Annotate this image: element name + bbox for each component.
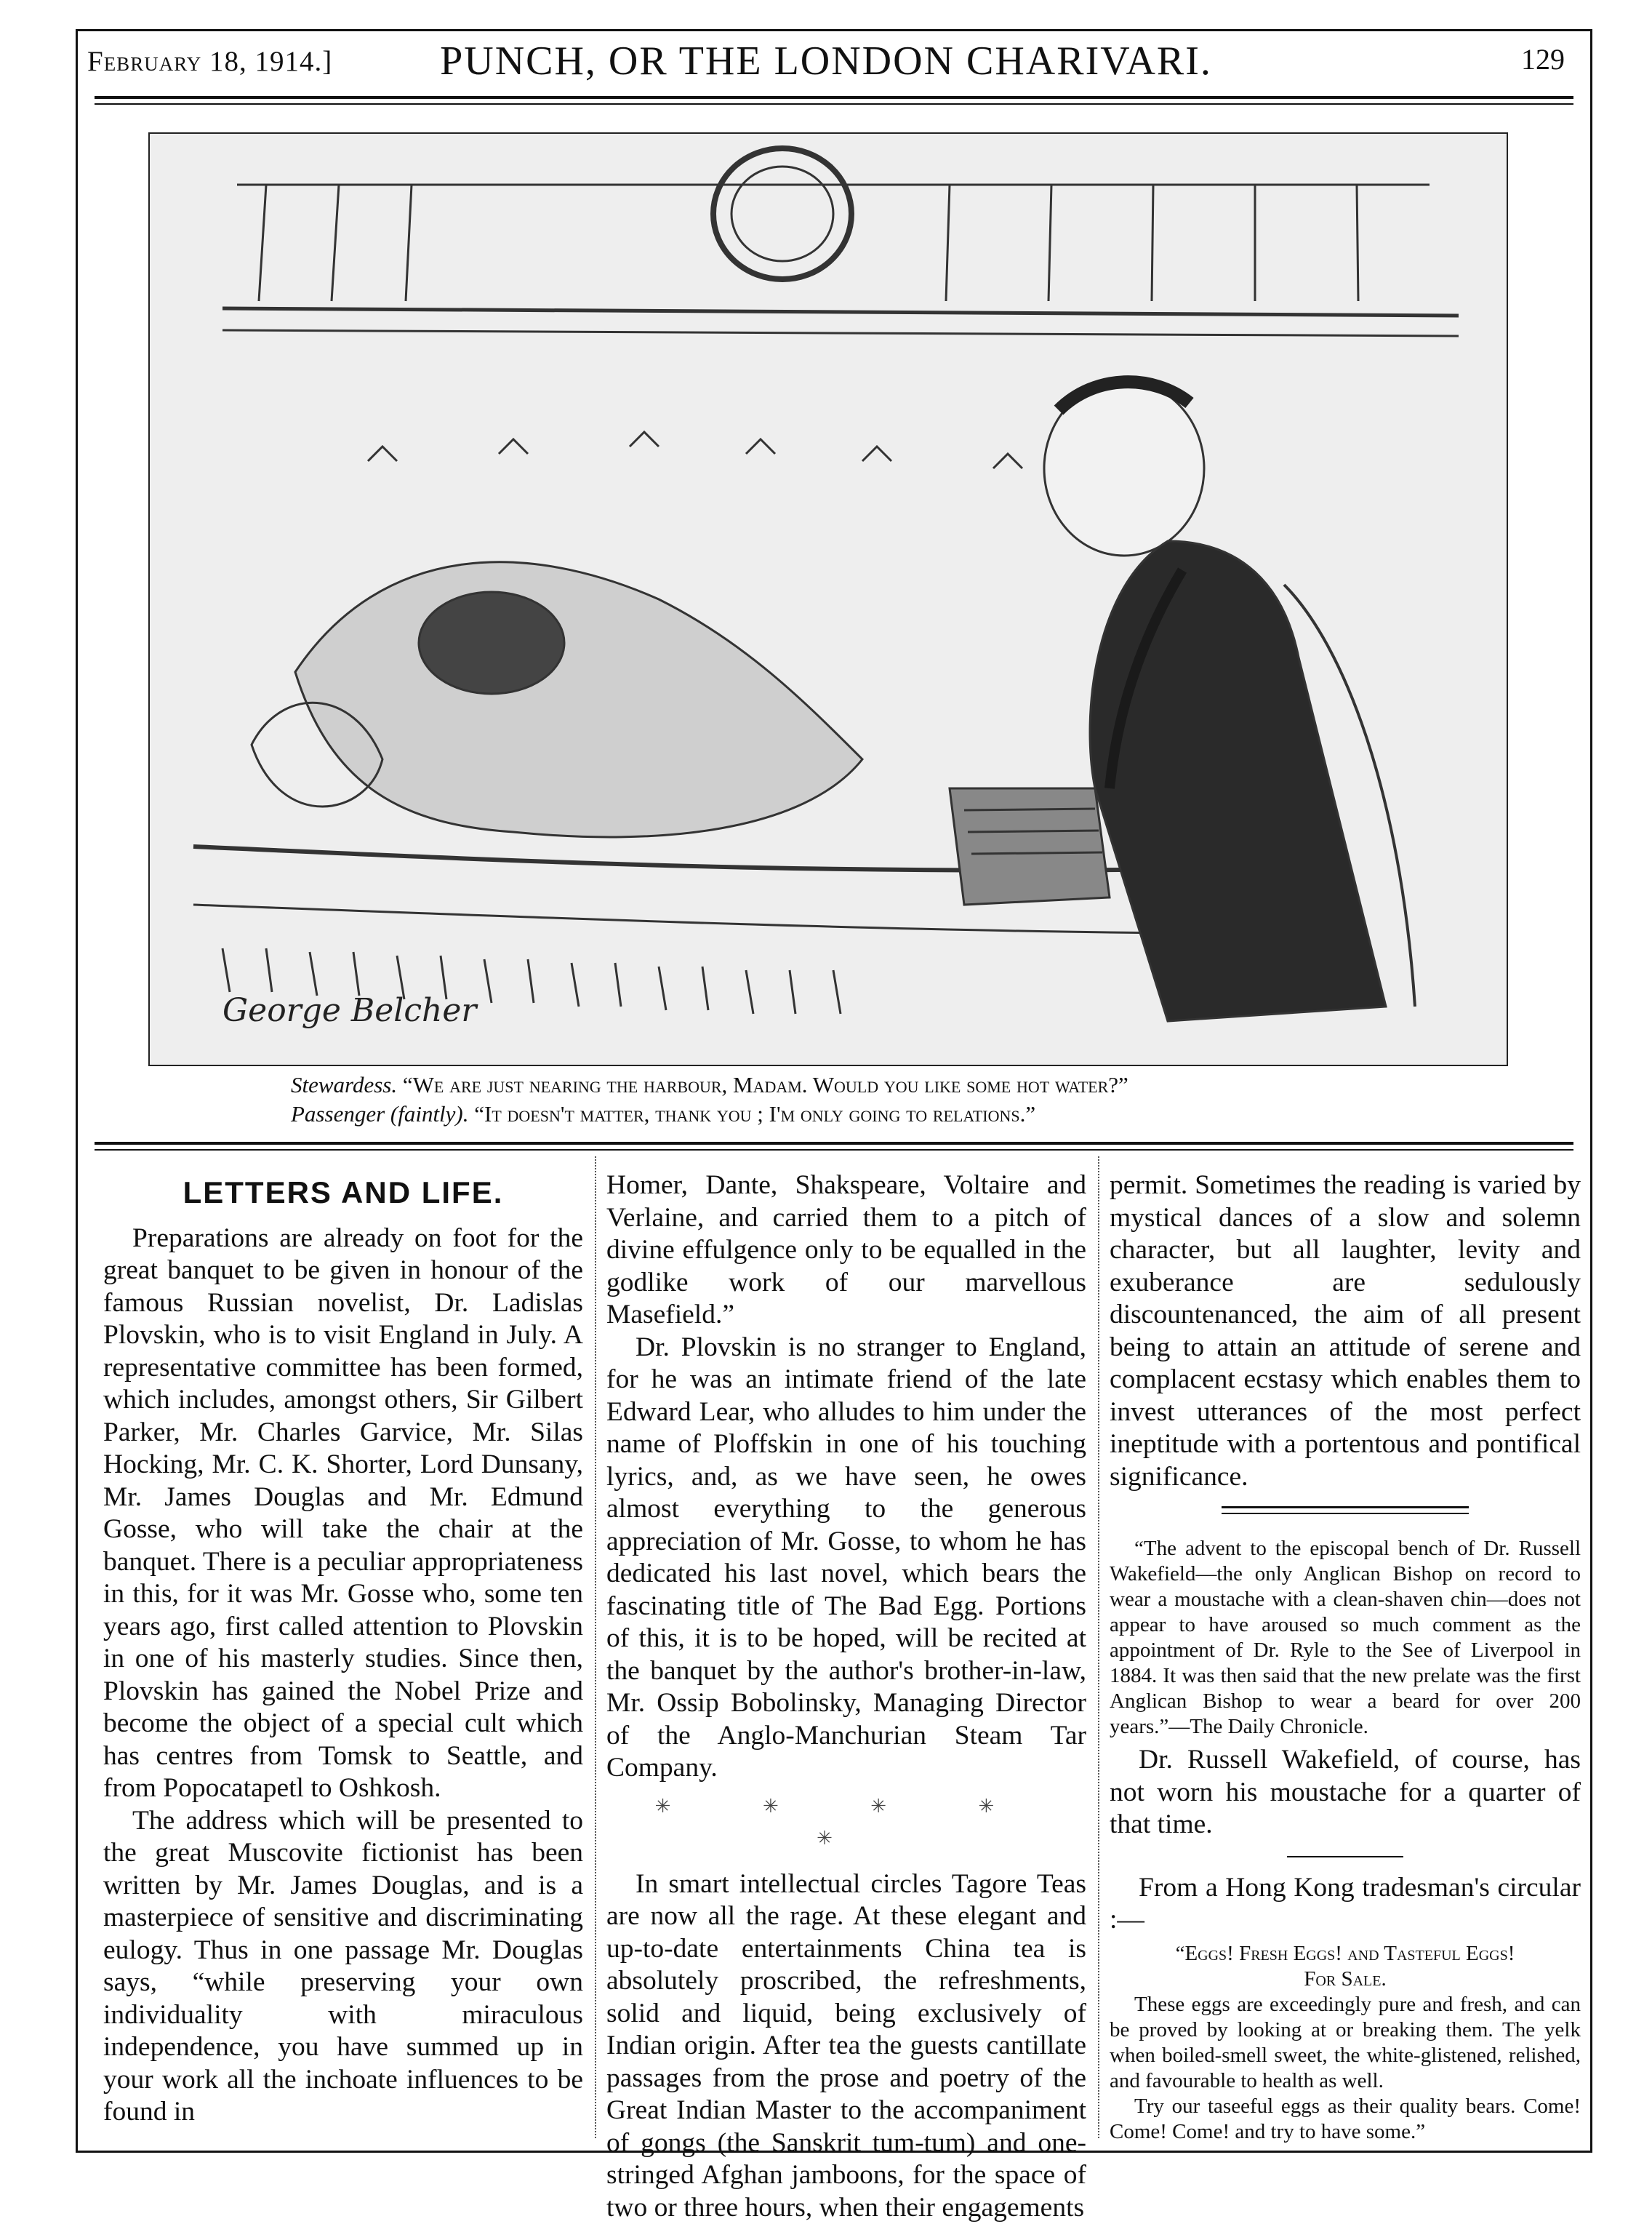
quote-text: “The advent to the episcopal bench of Dr. Russell Wakefield—the only Anglican Bishop on record to wear a moustache with a clean-shaven chin—does not appear to have aroused so much comment as the appointment of Dr. Ryle to the See of Liverpool in 1884. It was then said that the new prelate was the first Anglican Bishop to wear a beard for over 200 years.”—The Daily Chronicle. <box>1110 1536 1581 1740</box>
quote-reply: Dr. Russell Wakefield, of course, has not worn his moustache for a quarter of that time. <box>1110 1744 1581 1841</box>
page-border-top <box>76 29 1592 31</box>
caption-speaker-1: Stewardess. <box>291 1072 397 1097</box>
section-break-stars: ✳ ✳ ✳ ✳ ✳ <box>606 1791 1086 1855</box>
article-heading: LETTERS AND LIFE. <box>103 1177 583 1209</box>
column-divider-1 <box>595 1156 596 2138</box>
article-column-1 <box>103 1169 583 2129</box>
issue-date: February 18, 1914.] <box>87 45 332 78</box>
article-column-2 <box>606 1169 1086 2224</box>
cartoon-drawing <box>150 134 1507 1065</box>
circular-block <box>1110 1941 1581 2145</box>
article-paragraph: permit. Sometimes the reading is varied by mystical dances of a slow and solemn character, but all laughter, levity and exuberance are sedulously discountenanced, the aim of all present being to attain an attitude of serene and complacent ecstasy which enables them to invest utterances of the most perfect ineptitude with a portentous and pontifical significance. <box>1110 1169 1581 1493</box>
cartoon-illustration <box>148 132 1508 1066</box>
article-column-3 <box>1110 1169 1581 2145</box>
caption-rule-thick <box>95 1142 1573 1145</box>
caption-text-2: “It doesn't matter, thank you ; I'm only going to relations.” <box>474 1101 1035 1127</box>
short-divider <box>1287 1856 1403 1857</box>
artist-signature: George Belcher <box>222 992 476 1029</box>
caption-text-1: “We are just nearing the harbour, Madam. Would you like some hot water?” <box>403 1072 1128 1097</box>
caption-line-1 <box>291 1072 1454 1098</box>
masthead-title: PUNCH, OR THE LONDON CHARIVARI. <box>0 38 1652 84</box>
circular-intro: From a Hong Kong tradesman's circular :— <box>1110 1872 1581 1937</box>
header-rule-thick <box>95 96 1573 99</box>
caption-speaker-2: Passenger (faintly). <box>291 1101 469 1127</box>
section-separator <box>1222 1506 1469 1514</box>
article-paragraph: The address which will be presented to the great Muscovite fictionist has been written by Mr. James Douglas, and is a masterpiece of sensitive and discriminating eulogy. Thus in one passage Mr. Douglas says, “while preserving your own individuality with miraculous independence, you have summed up in your work all the inchoate influences to be found in <box>103 1805 583 2129</box>
page-number: 129 <box>1521 42 1565 76</box>
circular-close: Try our taseeful eggs as their quality bears. Come! Come! Come! and try to have some.” <box>1110 2094 1581 2145</box>
caption-line-2 <box>291 1101 1454 1127</box>
caption-rule-thin <box>95 1149 1573 1151</box>
circular-heading: “Eggs! Fresh Eggs! and Tasteful Eggs! <box>1110 1941 1581 1967</box>
column-divider-2 <box>1098 1156 1099 2138</box>
circular-subheading: For Sale. <box>1110 1967 1581 1992</box>
page-border-right <box>1590 29 1592 2153</box>
article-paragraph: Preparations are already on foot for the great banquet to be given in honour of the famous Russian novelist, Dr. Ladislas Plovskin, who is to visit England in July. A representative committee has been formed, which includes, amongst others, Sir Gilbert Parker, Mr. Charles Garvice, Mr. Silas Hocking, Mr. C. K. Shorter, Lord Dunsany, Mr. James Douglas and Mr. Edmund Gosse, who will take the chair at the banquet. There is a peculiar appropriateness in this, for it was Mr. Gosse who, some ten years ago, first called attention to Plovskin in one of his masterly studies. Since then, Plovskin has gained the Nobel Prize and become the object of a special cult which has centres from Tomsk to Seattle, and from Popocatapetl to Oshkosh. <box>103 1223 583 1805</box>
circular-body: These eggs are exceedingly pure and fresh, and can be proved by looking at or breaking them. The yelk when boiled-smell sweet, the white-glistened, relished, and favourable to health as well. <box>1110 1992 1581 2094</box>
article-paragraph: Dr. Plovskin is no stranger to England, for he was an intimate friend of the late Edward Lear, who alludes to him under the name of Ploffskin in one of his touching lyrics, and, as we have seen, he owes almost everything to the generous appreciation of Mr. Gosse, to whom he has dedicated his last novel, which bears the fascinating title of The Bad Egg. Portions of this, it is to be hoped, will be recited at the banquet by the author's brother-in-law, Mr. Ossip Bobolinsky, Managing Director of the Anglo-Manchurian Steam Tar Company. <box>606 1332 1086 1785</box>
article-paragraph: Homer, Dante, Shakspeare, Voltaire and Verlaine, and carried them to a pitch of divine effulgence only to be equalled in the godlike work of our marvellous Masefield.” <box>606 1169 1086 1332</box>
newspaper-quote <box>1110 1536 1581 1740</box>
article-paragraph: In smart intellectual circles Tagore Teas are now all the rage. At these elegant and up-to-date entertainments China tea is absolutely proscribed, the refreshments, solid and liquid, being exclusively of Indian origin. After tea the guests cantillate passages from the prose and poetry of the Great Indian Master to the accompaniment of gongs (the Sanskrit tum-tum) and one-stringed Afghan jamboons, for the space of two or three hours, when their engagements <box>606 1868 1086 2224</box>
header-rule-thin <box>95 103 1573 105</box>
page-border-left <box>76 29 78 2153</box>
